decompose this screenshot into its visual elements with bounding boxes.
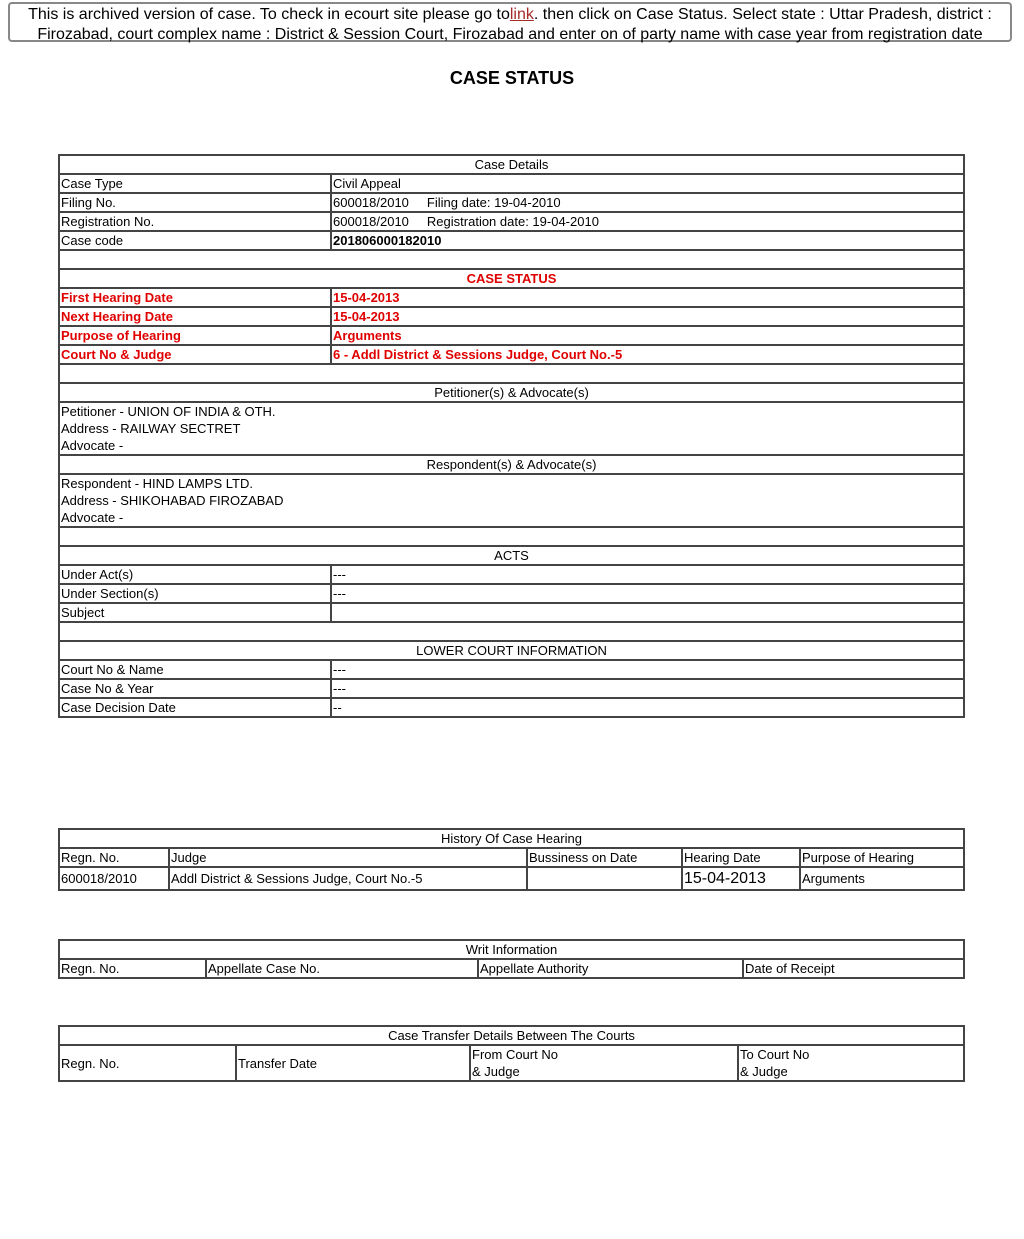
col-regn-no: Regn. No. <box>59 959 206 978</box>
table-row <box>59 326 964 345</box>
under-acts-value: --- <box>331 565 964 584</box>
table-row <box>59 174 964 193</box>
table-row <box>59 345 964 364</box>
table-row <box>59 698 964 717</box>
under-acts-label: Under Act(s) <box>59 565 331 584</box>
history-business-date[interactable] <box>527 867 682 890</box>
from-court-line2: & Judge <box>472 1064 520 1079</box>
subject-label: Subject <box>59 603 331 622</box>
first-hearing-label: First Hearing Date <box>59 288 331 307</box>
history-hearing-date: 15-04-2013 <box>682 867 800 890</box>
next-hearing-value: 15-04-2013 <box>331 307 964 326</box>
respondent-name: Respondent - HIND LAMPS LTD. <box>61 476 253 491</box>
table-row <box>59 307 964 326</box>
filing-label: Filing No. <box>59 193 331 212</box>
to-court-line2: & Judge <box>740 1064 788 1079</box>
petitioner-address: Address - RAILWAY SECTRET <box>61 421 241 436</box>
lower-court-heading: LOWER COURT INFORMATION <box>59 641 964 660</box>
respondent-advocate: Advocate - <box>61 510 124 525</box>
case-type-label: Case Type <box>59 174 331 193</box>
spacer-row <box>59 622 964 641</box>
writ-table <box>58 939 965 979</box>
history-judge: Addl District & Sessions Judge, Court No.-5 <box>169 867 527 890</box>
purpose-label: Purpose of Hearing <box>59 326 331 345</box>
first-hearing-value: 15-04-2013 <box>331 288 964 307</box>
case-code-value: 201806000182010 <box>331 231 964 250</box>
respondent-details <box>59 474 964 527</box>
table-row <box>59 565 964 584</box>
purpose-value: Arguments <box>331 326 964 345</box>
table-row <box>59 193 964 212</box>
table-row <box>59 679 964 698</box>
spacer-row <box>59 250 964 269</box>
writ-header-row <box>59 959 964 978</box>
table-row <box>59 212 964 231</box>
petitioner-heading: Petitioner(s) & Advocate(s) <box>59 383 964 402</box>
writ-heading: Writ Information <box>59 940 964 959</box>
filing-date: Filing date: 19-04-2010 <box>426 195 561 210</box>
respondent-address: Address - SHIKOHABAD FIROZABAD <box>61 493 284 508</box>
respondent-heading: Respondent(s) & Advocate(s) <box>59 455 964 474</box>
col-date-of-receipt: Date of Receipt <box>743 959 964 978</box>
history-header-row <box>59 848 964 867</box>
case-code-label: Case code <box>59 231 331 250</box>
next-hearing-label: Next Hearing Date <box>59 307 331 326</box>
history-purpose: Arguments <box>800 867 964 890</box>
col-hearing-date: Hearing Date <box>682 848 800 867</box>
lower-court-name-label: Court No & Name <box>59 660 331 679</box>
transfer-header-row <box>59 1045 964 1081</box>
col-judge: Judge <box>169 848 527 867</box>
col-regn-no: Regn. No. <box>59 848 169 867</box>
petitioner-name: Petitioner - UNION OF INDIA & OTH. <box>61 404 276 419</box>
history-heading: History Of Case Hearing <box>59 829 964 848</box>
col-business-date: Bussiness on Date <box>527 848 682 867</box>
spacer-row <box>59 527 964 546</box>
decision-date-value: -- <box>331 698 964 717</box>
petitioner-details <box>59 402 964 455</box>
case-details-table <box>58 154 965 718</box>
col-to-court <box>738 1045 964 1081</box>
subject-value <box>331 603 964 622</box>
col-appellate-authority: Appellate Authority <box>478 959 743 978</box>
lower-court-name-value: --- <box>331 660 964 679</box>
under-sections-label: Under Section(s) <box>59 584 331 603</box>
case-type-value: Civil Appeal <box>331 174 964 193</box>
history-table <box>58 828 965 891</box>
court-judge-value: 6 - Addl District & Sessions Judge, Court No.-5 <box>331 345 964 364</box>
table-row <box>59 867 964 890</box>
col-transfer-date: Transfer Date <box>236 1045 470 1081</box>
decision-date-label: Case Decision Date <box>59 698 331 717</box>
case-details-heading: Case Details <box>59 155 964 174</box>
registration-value <box>331 212 964 231</box>
history-regn-no: 600018/2010 <box>59 867 169 890</box>
court-judge-label: Court No & Judge <box>59 345 331 364</box>
notice-text-before: This is archived version of case. To check in ecourt site please go to <box>28 6 510 23</box>
registration-date: Registration date: 19-04-2010 <box>426 214 599 229</box>
transfer-table <box>58 1025 965 1082</box>
acts-heading: ACTS <box>59 546 964 565</box>
table-row <box>59 288 964 307</box>
lower-case-year-value: --- <box>331 679 964 698</box>
case-status-heading: CASE STATUS <box>59 269 964 288</box>
filing-value <box>331 193 964 212</box>
col-appellate-case-no: Appellate Case No. <box>206 959 478 978</box>
petitioner-advocate: Advocate - <box>61 438 124 453</box>
col-regn-no: Regn. No. <box>59 1045 236 1081</box>
to-court-line1: To Court No <box>740 1047 810 1062</box>
table-row <box>59 660 964 679</box>
page-title: CASE STATUS <box>449 68 575 88</box>
col-from-court <box>470 1045 738 1081</box>
notice-text-after: . then click on Case Status. Select state : Uttar Pradesh, district : Firozabad, court complex name : District & Session Court, Firozabad and enter on of party name with case year from registration date <box>37 6 992 43</box>
transfer-heading: Case Transfer Details Between The Courts <box>59 1026 964 1045</box>
col-purpose: Purpose of Hearing <box>800 848 964 867</box>
archive-notice <box>8 2 1012 42</box>
spacer-row <box>59 364 964 383</box>
lower-case-year-label: Case No & Year <box>59 679 331 698</box>
table-row <box>59 603 964 622</box>
registration-no: 600018/2010 <box>333 214 409 229</box>
filing-no: 600018/2010 <box>333 195 409 210</box>
under-sections-value: --- <box>331 584 964 603</box>
table-row <box>59 231 964 250</box>
ecourt-link[interactable]: link <box>509 6 534 23</box>
from-court-line1: From Court No <box>472 1047 558 1062</box>
table-row <box>59 584 964 603</box>
registration-label: Registration No. <box>59 212 331 231</box>
